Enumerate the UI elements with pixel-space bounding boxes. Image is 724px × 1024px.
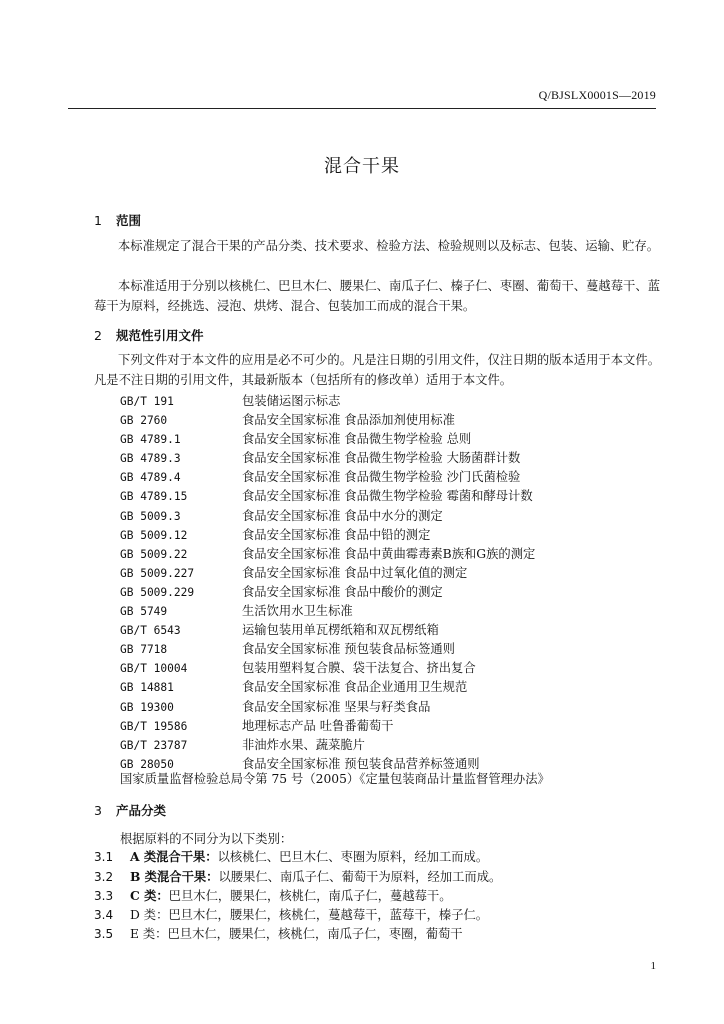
reference-code: GB 5749 <box>120 605 168 619</box>
classification-item <box>94 925 660 945</box>
reference-code: GB 5009.3 <box>120 509 181 523</box>
reference-code: GB 5009.12 <box>120 528 188 542</box>
section-number: 1 <box>94 213 102 228</box>
reference-name: 食品安全国家标准 坚果与籽类食品 <box>242 699 431 714</box>
reference-code: GB 7718 <box>120 643 168 657</box>
reference-row <box>120 487 660 506</box>
reference-name: 食品安全国家标准 食品微生物学检验 大肠菌群计数 <box>242 451 521 466</box>
section-2-heading <box>94 326 204 344</box>
classification-text: E 类：巴旦木仁，腰果仁，核桃仁，南瓜子仁，枣圈，葡萄干 <box>130 927 463 941</box>
reference-name: 包装储运图示标志 <box>242 394 341 408</box>
reference-name: 食品安全国家标准 食品中水分的测定 <box>242 508 443 523</box>
section-number: 2 <box>94 328 102 343</box>
reference-row <box>120 526 660 545</box>
classification-label: C 类： <box>130 888 169 903</box>
reference-name: 食品安全国家标准 预包装食品营养标签通则 <box>242 756 480 771</box>
reference-name: 食品安全国家标准 食品添加剂使用标准 <box>242 413 455 428</box>
section-title: 产品分类 <box>116 803 167 818</box>
classification-number: 3.4 <box>94 907 114 922</box>
standard-code: Q/BJSLX0001S—2019 <box>538 88 656 102</box>
reference-row <box>120 621 660 640</box>
reference-code: GB 5009.229 <box>120 585 195 599</box>
reference-name: 食品安全国家标准 食品中过氧化值的测定 <box>242 565 468 580</box>
reference-name: 运输包装用单瓦楞纸箱和双瓦楞纸箱 <box>242 623 439 638</box>
classification-label: A 类混合干果： <box>130 849 218 864</box>
classification-item <box>94 906 660 926</box>
reference-name: 包装用塑料复合膜、袋干法复合、挤出复合 <box>242 661 476 676</box>
reference-row <box>120 659 660 678</box>
section-3-heading <box>94 801 166 819</box>
classification-item <box>94 886 660 906</box>
reference-row <box>120 564 660 583</box>
reference-code: GB 4789.15 <box>120 490 188 504</box>
reference-code: GB 2760 <box>120 414 168 428</box>
classification-text: 以腰果仁、南瓜子仁、葡萄干为原料，经加工而成。 <box>218 869 502 884</box>
reference-row <box>120 411 660 430</box>
classification-item <box>94 867 660 887</box>
reference-code: GB 5009.227 <box>120 566 195 580</box>
page-number: 1 <box>650 960 656 972</box>
reference-code: GB/T 23787 <box>120 738 188 752</box>
reference-code: GB 5009.22 <box>120 547 188 561</box>
section-1-heading <box>94 211 141 229</box>
reference-name: 食品安全国家标准 食品微生物学检验 总则 <box>242 432 472 447</box>
reference-row <box>120 468 660 487</box>
reference-code: GB 28050 <box>120 757 174 771</box>
reference-code: GB/T 191 <box>120 395 174 408</box>
reference-code: GB 14881 <box>120 681 174 695</box>
reference-list <box>120 392 660 774</box>
classification-number: 3.3 <box>94 889 114 903</box>
extra-reference: 国家质量监督检验总局令第 75 号（2005）《定量包装商品计量监督管理办法》 <box>120 772 550 786</box>
reference-name: 食品安全国家标准 预包装食品标签通则 <box>242 642 455 657</box>
reference-name: 食品安全国家标准 食品企业通用卫生规范 <box>242 680 468 695</box>
reference-name: 生活饮用水卫生标准 <box>242 604 353 619</box>
reference-row <box>120 449 660 468</box>
classification-number: 3.5 <box>94 927 114 941</box>
classification-item <box>94 847 660 867</box>
section-number: 3 <box>94 803 102 818</box>
classification-list <box>94 847 660 945</box>
section-title: 范围 <box>116 213 142 228</box>
reference-row <box>120 678 660 697</box>
scope-paragraph-1: 本标准规定了混合干果的产品分类、技术要求、检验方法、检验规则以及标志、包装、运输、贮存。 <box>118 239 660 253</box>
reference-name: 食品安全国家标准 食品中铅的测定 <box>242 527 431 542</box>
reference-code: GB 4789.4 <box>120 471 181 485</box>
classification-text: 巴旦木仁，腰果仁，核桃仁，南瓜子仁，蔓越莓干。 <box>168 889 452 903</box>
reference-row <box>120 583 660 602</box>
reference-code: GB/T 19586 <box>120 719 188 733</box>
classification-text: 以核桃仁、巴旦木仁、枣圈为原料，经加工而成。 <box>217 850 489 864</box>
scope-paragraph-2: 本标准适用于分别以核桃仁、巴旦木仁、腰果仁、南瓜子仁、榛子仁、枣圈、葡萄干、蔓越莓干、蓝莓干为原料，经挑选、浸泡、烘烤、混合、包装加工而成的混合干果。 <box>94 279 660 313</box>
classification-text: D 类：巴旦木仁，腰果仁，核桃仁，蔓越莓干，蓝莓干，榛子仁。 <box>130 907 489 922</box>
reference-name: 食品安全国家标准 食品微生物学检验 霉菌和酵母计数 <box>242 489 533 504</box>
reference-row <box>120 698 660 717</box>
reference-name: 地理标志产品 吐鲁番葡萄干 <box>242 718 394 733</box>
reference-row <box>120 430 660 449</box>
references-intro: 下列文件对于本文件的应用是必不可少的。凡是注日期的引用文件，仅注日期的版本适用于本文件。凡是不注日期的引用文件，其最新版本（包括所有的修改单）适用于本文件。 <box>94 353 660 387</box>
reference-row <box>120 602 660 621</box>
reference-code: GB 19300 <box>120 700 174 714</box>
document-title: 混合干果 <box>324 156 400 177</box>
reference-name: 食品安全国家标准 食品中黄曲霉毒素B族和G族的测定 <box>242 546 536 561</box>
reference-row <box>120 545 660 564</box>
classification-intro: 根据原料的不同分为以下类别： <box>120 832 293 846</box>
reference-row <box>120 640 660 659</box>
section-title: 规范性引用文件 <box>116 328 204 343</box>
header-rule <box>68 108 656 109</box>
reference-code: GB 4789.1 <box>120 433 181 447</box>
reference-name: 非油炸水果、蔬菜脆片 <box>242 737 365 752</box>
reference-name: 食品安全国家标准 食品中酸价的测定 <box>242 584 443 599</box>
reference-code: GB/T 6543 <box>120 624 181 638</box>
reference-code: GB/T 10004 <box>120 662 188 676</box>
reference-row <box>120 717 660 736</box>
classification-number: 3.2 <box>94 869 114 884</box>
reference-code: GB 4789.3 <box>120 452 181 466</box>
reference-row <box>120 736 660 755</box>
classification-number: 3.1 <box>94 850 114 864</box>
classification-label: B 类混合干果： <box>130 868 219 884</box>
reference-row <box>120 392 660 411</box>
reference-name: 食品安全国家标准 食品微生物学检验 沙门氏菌检验 <box>242 470 521 485</box>
reference-row <box>120 507 660 526</box>
